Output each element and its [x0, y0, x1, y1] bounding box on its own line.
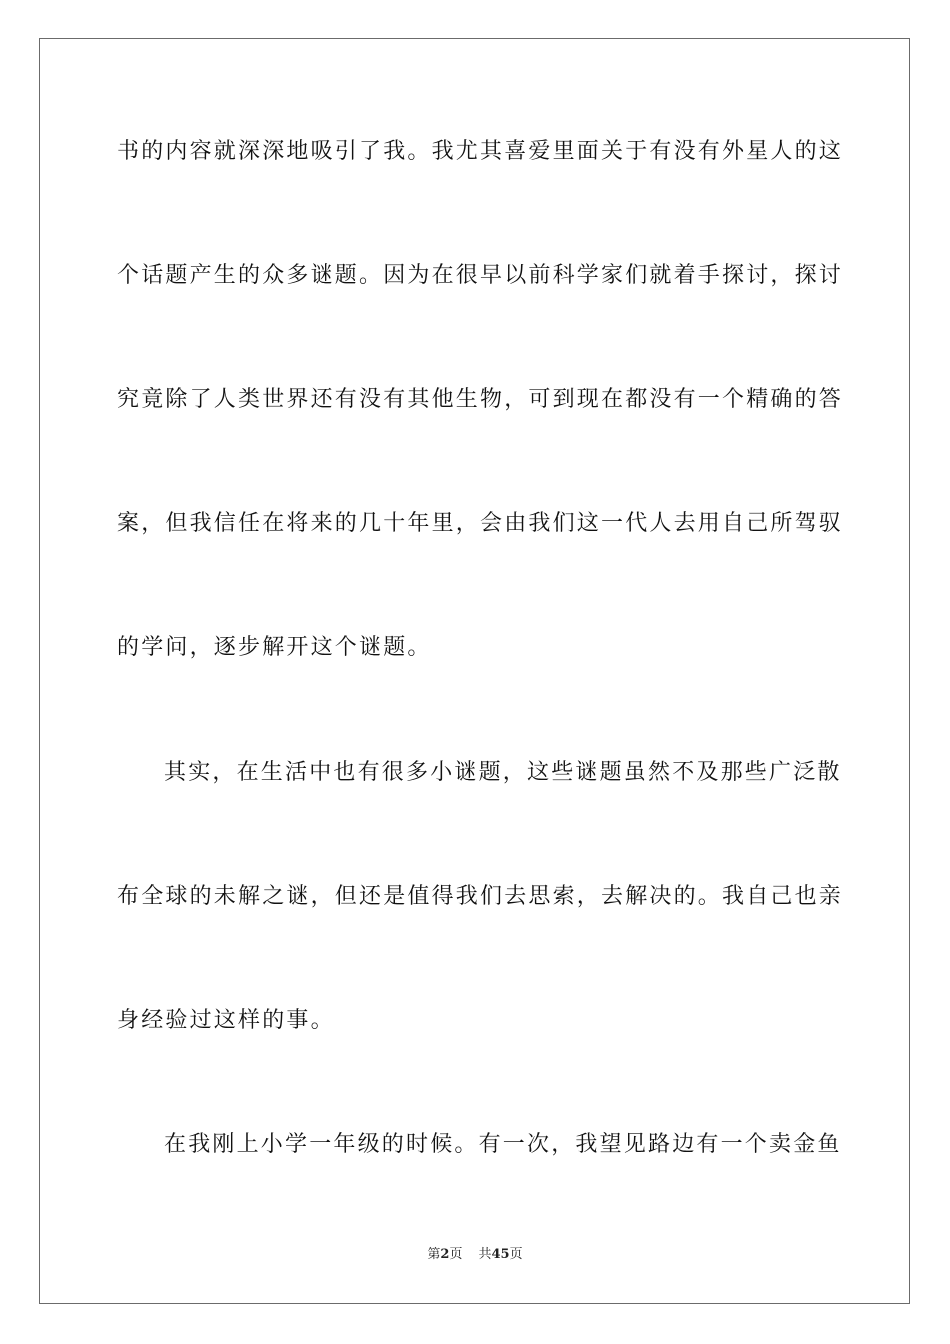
text-line-4: 案，但我信任在将来的几十年里，会由我们这一代人去用自己所驾驭 — [117, 511, 844, 536]
page-footer — [0, 1247, 950, 1263]
total-suffix: 页 — [509, 1247, 523, 1262]
text-line-7: 布全球的未解之谜，但还是值得我们去思索，去解决的。我自己也亲 — [117, 884, 844, 909]
text-line-5: 的学问，逐步解开这个谜题。 — [117, 635, 432, 660]
total-prefix: 共 — [478, 1247, 492, 1262]
page-current: 2 — [440, 1247, 450, 1262]
text-line-3: 究竟除了人类世界还有没有其他生物，可到现在都没有一个精确的答 — [117, 387, 844, 412]
page-border — [39, 38, 910, 1304]
text-line-6: 其实，在生活中也有很多小谜题，这些谜题虽然不及那些广泛散 — [164, 760, 842, 785]
page-prefix: 第 — [427, 1247, 441, 1262]
text-line-9: 在我刚上小学一年级的时候。有一次，我望见路边有一个卖金鱼 — [164, 1132, 842, 1157]
text-line-2: 个话题产生的众多谜题。因为在很早以前科学家们就着手探讨，探讨 — [117, 263, 844, 288]
text-line-8: 身经验过这样的事。 — [117, 1008, 335, 1033]
text-line-1: 书的内容就深深地吸引了我。我尤其喜爱里面关于有没有外星人的这 — [117, 139, 844, 164]
page-suffix: 页 — [449, 1247, 463, 1262]
page-total: 45 — [491, 1247, 510, 1262]
